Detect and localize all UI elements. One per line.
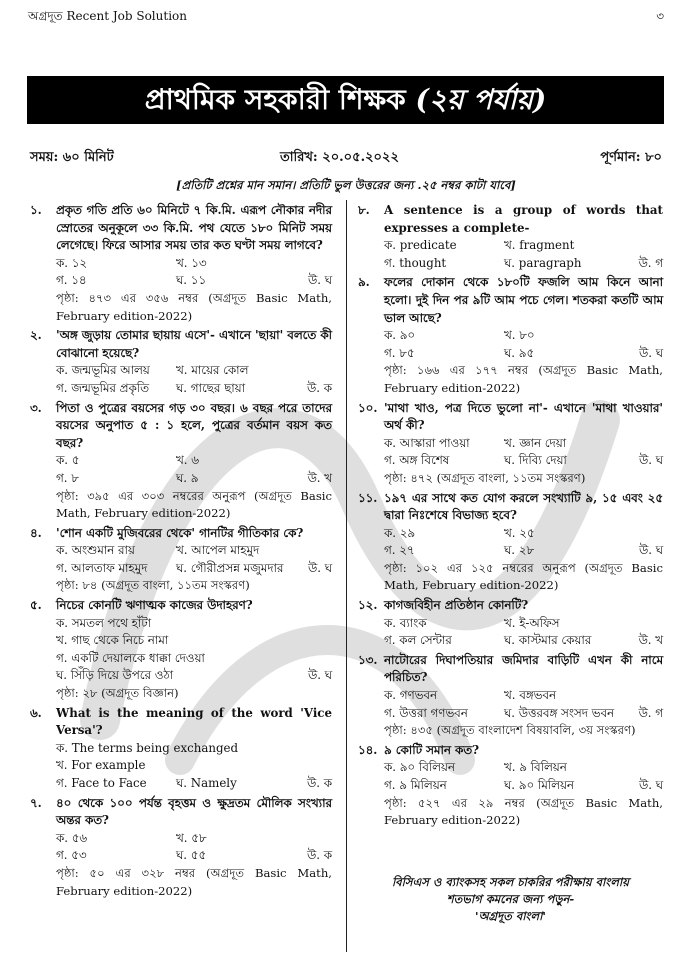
option: গ. thought xyxy=(384,255,447,270)
option: ঘ. উত্তরবঙ্গ সংসদ ভবন xyxy=(504,705,615,720)
option: গ. ২৭ xyxy=(384,543,415,558)
option: ক. ব্যাংক xyxy=(384,615,427,630)
option-row xyxy=(56,542,332,560)
question xyxy=(30,705,332,740)
question xyxy=(30,795,332,830)
question-block xyxy=(30,327,332,399)
question-text: ৪০ থেকে ১০০ পর্যন্ত বৃহত্তম ও ক্ষুদ্রতম মৌলিক সংখ্যার অন্তর কত? xyxy=(56,795,332,828)
option-row xyxy=(56,470,332,488)
question-number: ২. xyxy=(30,328,42,343)
question-number: ১৩. xyxy=(358,652,378,667)
footer-line-1: বিসিএস ও ব্যাংকসহ সকল চাকরির পরীক্ষায় বাংলায় xyxy=(391,875,630,889)
question-block xyxy=(30,795,332,903)
footer-line-2: শতভাগ কমনের জন্য পড়ুন- xyxy=(446,892,575,906)
option: ঘ. ৯ xyxy=(176,470,199,485)
option: ক. আস্কারা পাওয়া xyxy=(384,435,470,450)
spacer xyxy=(358,830,663,832)
option: গ. Face to Face xyxy=(56,776,147,790)
question-block xyxy=(30,525,332,597)
option-row xyxy=(384,525,663,543)
answer-label: উ. ঘ xyxy=(308,273,332,288)
option-row xyxy=(56,362,332,380)
question-block xyxy=(358,400,663,490)
option: ঘ. ৫৫ xyxy=(176,848,207,863)
source-reference: পৃষ্ঠা: ২৮ (অগ্রদূত বিজ্ঞান) xyxy=(56,686,179,701)
option: গ. উত্তরা গণভবন xyxy=(384,705,468,720)
option: খ. ৯ বিলিয়ন xyxy=(504,760,567,775)
option: গ. ৮৫ xyxy=(384,345,415,360)
option-row xyxy=(56,830,332,848)
option: ক. গণভবন xyxy=(384,688,438,703)
source-reference: পৃষ্ঠা: ১০২ এর ১২৫ নম্বরের অনুরূপ (অগ্রদূত Basic Math, February edition-2022) xyxy=(384,560,663,593)
question xyxy=(358,652,663,687)
source-reference: পৃষ্ঠা: ৪৭২ (অগ্রদূত বাংলা, ১১তম সংস্করণ) xyxy=(384,470,586,485)
option: ঘ. ১১ xyxy=(176,273,207,288)
answer-label: উ. ঘ xyxy=(639,778,663,792)
option: খ. fragment xyxy=(504,238,575,253)
option-row xyxy=(384,255,663,273)
question-block xyxy=(358,742,663,832)
column-divider xyxy=(346,200,347,952)
question-number: ১১. xyxy=(358,490,378,505)
option-row xyxy=(384,632,663,650)
question-block xyxy=(358,652,663,742)
option: ঘ. Namely xyxy=(176,776,237,790)
question-block xyxy=(358,202,663,274)
question-text: ১৯৭ এর সাথে কত যোগ করলে সংখ্যাটি ৯, ১৫ এবং ২৫ দ্বারা নিঃশেষে বিভাজ্য হবে? xyxy=(384,490,663,523)
option: ঘ. paragraph xyxy=(504,255,582,270)
option: খ. ৬ xyxy=(176,453,199,468)
option: ঘ. ৯০ মিলিয়ন xyxy=(504,778,574,792)
question-text: প্রকৃত গতি প্রতি ৬০ মিনিটে ৭ কি.মি. এরূপ নৌকার নদীর স্রোতের অনুকূলে ৩৩ কি.মি. পথ যেতে ১৮০ মিনিট সময় লেগেছে। ফিরে আসার সময় তার কত ঘণ্টা সময় লাগবে? xyxy=(56,203,332,253)
option-row xyxy=(384,327,663,345)
question-block xyxy=(30,202,332,327)
question-text: পিতা ও পুত্রের বয়সের গড় ৩০ বছর। ৬ বছর পরে তাদের বয়সের অনুপাত ৫ : ১ হলে, পুত্রের বর্তমান বয়স কত বছর? xyxy=(56,400,332,450)
option: ক. ২৯ xyxy=(384,525,416,540)
answer-label: উ. খ xyxy=(638,633,663,648)
question-block xyxy=(30,705,332,795)
instruction: [প্রতিটি প্রশ্নের মান সমান। প্রতিটি ভুল উত্তরের জন্য .২৫ নম্বর কাটা যাবে] xyxy=(176,178,516,192)
question-text: ৯ কোটি সমান কত? xyxy=(384,742,480,757)
answer-label: উ. ঘ xyxy=(639,453,663,468)
answer-label: উ. গ xyxy=(638,255,663,270)
option: খ. বঙ্গভবন xyxy=(504,688,557,703)
question xyxy=(358,742,663,760)
question xyxy=(358,202,663,237)
option: ক. ১২ xyxy=(56,255,88,270)
source-reference: পৃষ্ঠা: ৪৭৩ এর ৩৫৬ নম্বর (অগ্রদূত Basic Math, February edition-2022) xyxy=(56,290,332,323)
option: ক. জন্মভূমির আলয় xyxy=(56,363,150,378)
option: গ. ৫৩ xyxy=(56,848,87,863)
option: ক. ৫৬ xyxy=(56,830,88,845)
banner-title: প্রাথমিক সহকারী শিক্ষক xyxy=(144,83,406,116)
left-column xyxy=(30,202,332,902)
exam-marks: পূর্ণমান: ৮০ xyxy=(600,150,662,165)
answer-label: উ. খ xyxy=(307,470,332,485)
option: ঘ. কাস্টমার কেয়ার xyxy=(504,633,592,648)
option: খ. ২৫ xyxy=(504,525,535,540)
question xyxy=(358,490,663,525)
option: গ. কল সেন্টার xyxy=(384,633,452,648)
option: ঘ. গাছের ছায়া xyxy=(176,380,246,395)
option: গ. আলতাফ মাহমুদ xyxy=(56,560,148,575)
question-number: ৯. xyxy=(358,275,370,290)
title-banner xyxy=(27,76,664,124)
question-text: কাগজবিহীন প্রতিষ্ঠান কোনটি? xyxy=(384,598,529,613)
source-reference: পৃষ্ঠা: ৪৩৫ (অগ্রদূত বাংলাদেশ বিষয়াবলি, ৩য় সংস্করণ) xyxy=(384,723,636,738)
question-block xyxy=(358,274,663,399)
question-block xyxy=(358,597,663,652)
footer-line-3: 'অগ্রদূত বাংলা' xyxy=(475,909,546,923)
option-row xyxy=(56,380,332,398)
question-text: নিচের কোনটি ঋণাত্মক কাজের উদাহরণ? xyxy=(56,598,253,613)
footer-ad xyxy=(358,874,663,925)
option: খ. ই-অফিস xyxy=(504,615,560,630)
question-number: ১. xyxy=(30,203,42,217)
exam-meta xyxy=(30,148,662,168)
answer-label: উ. ক xyxy=(307,776,332,790)
question-text: নাটোরের দিঘাপতিয়ার জমিদার বাড়িটি এখন কী নামে পরিচিত? xyxy=(384,652,663,685)
question-number: ৬. xyxy=(30,705,42,720)
option-row xyxy=(56,847,332,865)
option: গ. ১৪ xyxy=(56,273,87,288)
option-row xyxy=(56,272,332,290)
answer-label: উ. ঘ xyxy=(308,668,332,683)
question-text: 'অঙ্গ জুড়ায় তোমার ছায়ায় এসে'- এখানে 'ছায়া' বলতে কী বোঝানো হয়েছে? xyxy=(56,328,332,360)
option: খ. ৮০ xyxy=(504,328,535,343)
source-reference: পৃষ্ঠা: ৮৪ (অগ্রদূত বাংলা, ১১তম সংস্করণ) xyxy=(56,578,250,593)
option: ঘ. সিঁড়ি দিয়ে উপরে ওঠা xyxy=(56,668,174,683)
question-text: 'মাথা খাও, পত্র দিতে ভুলো না'- এখানে 'মাথা খাওয়ার' অর্থ কী? xyxy=(384,400,663,433)
exam-time: সময়: ৬০ মিনিট xyxy=(30,150,114,165)
question-number: ৫. xyxy=(30,598,42,613)
option-line: গ. একটি দেয়ালকে ধাক্কা দেওয়া xyxy=(56,650,205,665)
option-line: খ. গাছ থেকে নিচে নামা xyxy=(56,633,169,648)
question-number: ৮. xyxy=(358,203,370,217)
question-number: ১২. xyxy=(358,598,378,613)
question-text: What is the meaning of the word 'Vice Versa'? xyxy=(56,705,332,738)
header-title: অগ্রদূত Recent Job Solution xyxy=(28,9,187,23)
option-line: ক. The terms being exchanged xyxy=(56,740,239,755)
answer-label: উ. ঘ xyxy=(639,345,663,360)
option: ক. ৫ xyxy=(56,453,80,468)
question-number: ৭. xyxy=(30,795,42,810)
option-row xyxy=(56,452,332,470)
option-row xyxy=(56,667,332,685)
option-row xyxy=(384,615,663,633)
option-row xyxy=(384,452,663,470)
source-reference: পৃষ্ঠা: ৫২৭ এর ২৯ নম্বর (অগ্রদূত Basic Math, February edition-2022) xyxy=(384,795,663,828)
answer-label: উ. ঘ xyxy=(639,543,663,558)
question-text: ফলের দোকান থেকে ১৮০টি ফজলি আম কিনে আনা হলো। দুই দিন পর ৯টি আম পচে গেল। শতকরা কতটি আম ভাল আছে? xyxy=(384,275,663,325)
question-number: ৩. xyxy=(30,400,42,415)
question xyxy=(358,274,663,327)
option: গ. ৯ মিলিয়ন xyxy=(384,778,447,792)
option: ঘ. দিব্যি দেয়া xyxy=(504,453,567,468)
option-row xyxy=(56,560,332,578)
option-line: ক. সমতল পথে হাঁটা xyxy=(56,615,152,630)
option: ঘ. ২৮ xyxy=(504,543,535,558)
option: ক. predicate xyxy=(384,238,457,253)
question xyxy=(30,400,332,453)
question xyxy=(358,400,663,435)
question-block xyxy=(30,400,332,525)
question xyxy=(30,202,332,255)
answer-label: উ. ঘ xyxy=(308,560,332,575)
option-row xyxy=(384,759,663,777)
answer-label: উ. গ xyxy=(638,705,663,720)
option: ক. ৯০ বিলিয়ন xyxy=(384,760,455,775)
page-number: ৩ xyxy=(656,9,664,23)
question-text: 'শোন একটি মুজিবরের থেকে' গানটির গীতিকার কে? xyxy=(56,525,304,540)
option-row xyxy=(56,255,332,273)
answer-label: উ. ক xyxy=(307,848,332,863)
question-number: ১৪. xyxy=(358,742,378,757)
right-column xyxy=(358,202,663,832)
source-reference: পৃষ্ঠা: ১৬৬ এর ১৭৭ নম্বর (অগ্রদূত Basic Math, February edition-2022) xyxy=(384,363,663,395)
question xyxy=(358,597,663,615)
option-row xyxy=(384,542,663,560)
question xyxy=(30,597,332,615)
question xyxy=(30,525,332,543)
option: খ. আপেল মাহমুদ xyxy=(176,543,260,558)
option: খ. ১৩ xyxy=(176,255,207,270)
exam-date: তারিখ: ২০.০৫.২০২২ xyxy=(280,150,399,165)
question xyxy=(30,327,332,362)
option-line: খ. For example xyxy=(56,758,146,773)
option: ক. অংশুমান রায় xyxy=(56,543,135,558)
option-row xyxy=(384,705,663,723)
banner-subtitle: (২য় পর্যায়) xyxy=(415,83,547,116)
option: খ. মায়ের কোল xyxy=(176,363,249,378)
option: গ. জন্মভূমির প্রকৃতি xyxy=(56,380,149,395)
option-row xyxy=(384,435,663,453)
question-number: ১০. xyxy=(358,400,378,415)
answer-label: উ. ক xyxy=(307,380,332,395)
page-header xyxy=(28,8,664,26)
option: খ. জ্ঞান দেয়া xyxy=(504,435,567,450)
option-row xyxy=(56,775,332,793)
option: ঘ. ৯৫ xyxy=(504,345,535,360)
option: গ. ৮ xyxy=(56,470,79,485)
question-block xyxy=(358,490,663,598)
question-block xyxy=(30,597,332,705)
question-number: ৪. xyxy=(30,525,42,540)
option-row xyxy=(384,687,663,705)
source-reference: পৃষ্ঠা: ৫০ এর ৩২৮ নম্বর (অগ্রদূত Basic Math, February edition-2022) xyxy=(56,865,332,898)
spacer xyxy=(30,900,332,902)
option: খ. ৫৮ xyxy=(176,830,207,845)
option-row xyxy=(384,777,663,795)
option-row xyxy=(384,345,663,363)
option: গ. অঙ্গ বিশেষ xyxy=(384,453,450,468)
option: ঘ. গৌরীপ্রসন্ন মজুমদার xyxy=(176,560,284,575)
source-reference: পৃষ্ঠা: ৩৯৫ এর ৩০৩ নম্বরের অনুরূপ (অগ্রদূত Basic Math, February edition-2022) xyxy=(56,488,332,521)
question-text: A sentence is a group of words that expresses a complete- xyxy=(384,203,663,235)
option-row xyxy=(384,237,663,255)
option: ক. ৯০ xyxy=(384,328,416,343)
